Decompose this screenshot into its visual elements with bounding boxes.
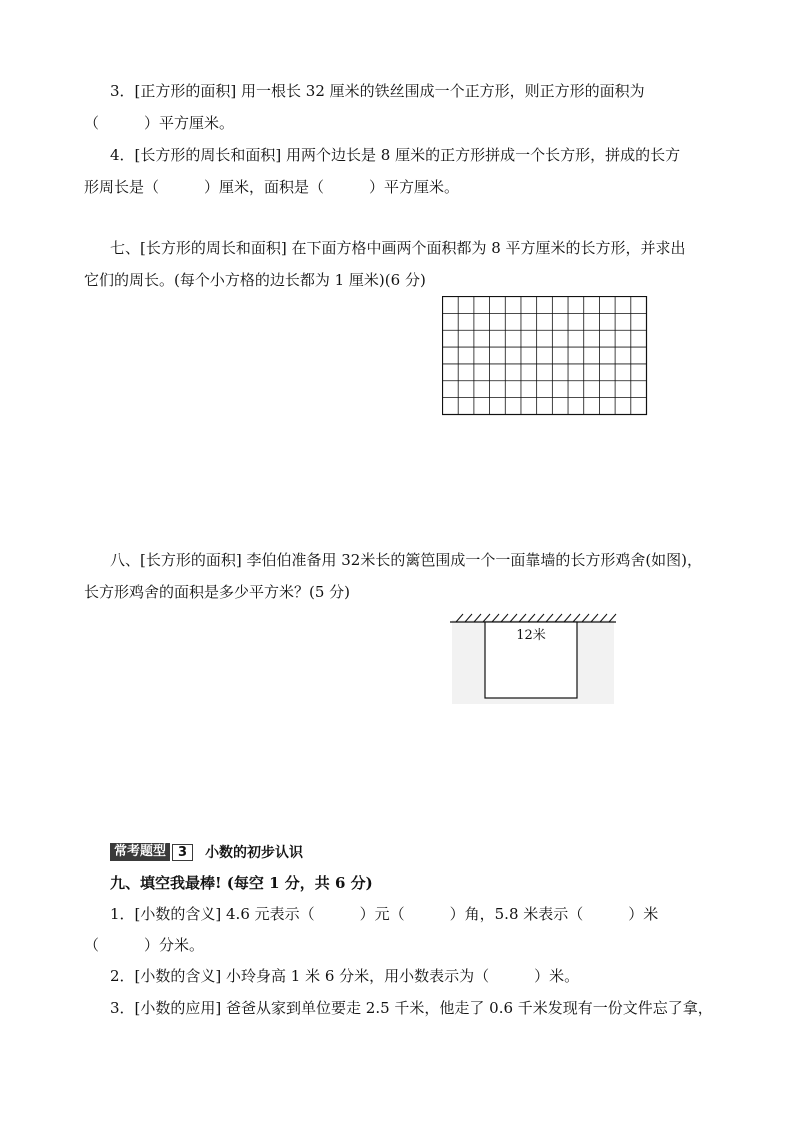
section7-line1: 七、[长方形的周长和面积] 在下面方格中画两个面积都为 8 平方厘米的长方形，并求出: [110, 239, 686, 257]
section8-line1: 八、[长方形的面积] 李伯伯准备用 32米长的篱笆围成一个一面靠墙的长方形鸡舍(如图)，: [110, 551, 703, 569]
q4-line2: 形周长是（ ）厘米，面积是（ ）平方厘米。: [84, 178, 460, 196]
s9-q1-line2: （ ）分米。: [84, 936, 205, 954]
q4-line1: 4．[长方形的周长和面积] 用两个边长是 8 厘米的正方形拼成一个长方形，拼成的长方: [110, 146, 681, 164]
badge-topic: 小数的初步认识: [205, 845, 304, 861]
chicken-coop-figure: [450, 612, 620, 708]
s9-q3: 3．[小数的应用] 爸爸从家到单位要走 2.5 千米，他走了 0.6 千米发现有一份文件忘了拿，: [110, 999, 713, 1017]
s9-q2: 2．[小数的含义] 小玲身高 1 米 6 分米，用小数表示为（ ）米。: [110, 967, 580, 985]
badge-label: 常考题型: [110, 843, 170, 861]
grid-svg: [442, 296, 648, 416]
section7-line2: 它们的周长。(每个小方格的边长都为 1 厘米)(6 分): [84, 271, 426, 289]
section9-heading: 九、填空我最棒! (每空 1 分，共 6 分): [110, 874, 373, 892]
coop-side-label: 12米: [516, 628, 546, 643]
square-grid: [442, 296, 648, 420]
q3-line1: 3．[正方形的面积] 用一根长 32 厘米的铁丝围成一个正方形，则正方形的面积为: [110, 82, 645, 100]
section8-line2: 长方形鸡舍的面积是多少平方米？(5 分): [84, 583, 351, 601]
badge-number: 3: [172, 844, 193, 861]
topic-badge: [110, 843, 303, 861]
s9-q1-line1: 1．[小数的含义] 4.6 元表示（ ）元（ ）角，5.8 米表示（ ）米: [110, 905, 659, 923]
q3-line2: （ ）平方厘米。: [84, 114, 235, 132]
